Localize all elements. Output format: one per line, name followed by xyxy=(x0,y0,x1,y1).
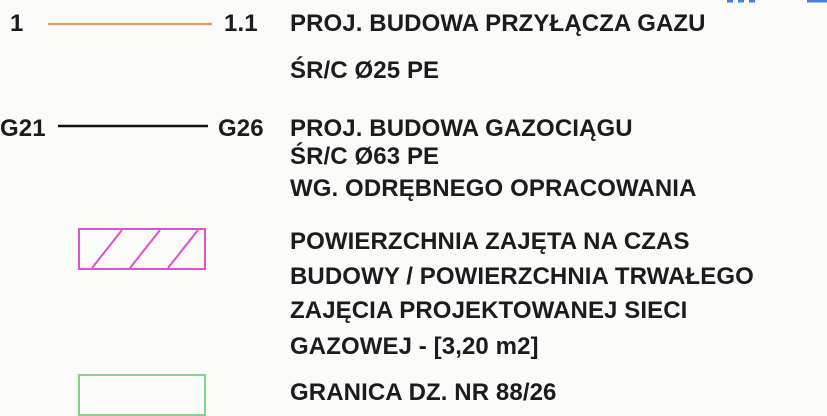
description-line-1: PROJ. BUDOWA PRZYŁĄCZA GAZU xyxy=(290,10,706,37)
blue-edge-mark xyxy=(717,0,827,4)
start-label: G21 xyxy=(0,115,46,142)
description-line-1: POWIERZCHNIA ZAJĘTA NA CZAS xyxy=(290,228,690,255)
magenta-hatch-symbol xyxy=(78,228,206,270)
orange-line-symbol xyxy=(48,14,212,34)
description-line-3: ZAJĘCIA PROJEKTOWANEJ SIECI xyxy=(290,297,688,324)
start-label: 1 xyxy=(10,10,24,37)
description-line-3: WG. ODRĘBNEGO OPRACOWANIA xyxy=(290,175,697,202)
end-label: 1.1 xyxy=(224,10,258,37)
description-line-1: PROJ. BUDOWA GAZOCIĄGU xyxy=(290,115,633,142)
end-label: G26 xyxy=(218,115,264,142)
black-line-symbol xyxy=(58,116,208,136)
description-line-2: ŚR/C Ø25 PE xyxy=(290,57,440,84)
description-line-2: ŚR/C Ø63 PE xyxy=(290,143,440,170)
description-line-1: GRANICA DZ. NR 88/26 xyxy=(290,379,557,406)
description-line-2: BUDOWY / POWIERZCHNIA TRWAŁEGO xyxy=(290,263,754,290)
green-boundary-symbol xyxy=(78,374,206,416)
description-line-4: GAZOWEJ - [3,20 m2] xyxy=(290,333,539,360)
